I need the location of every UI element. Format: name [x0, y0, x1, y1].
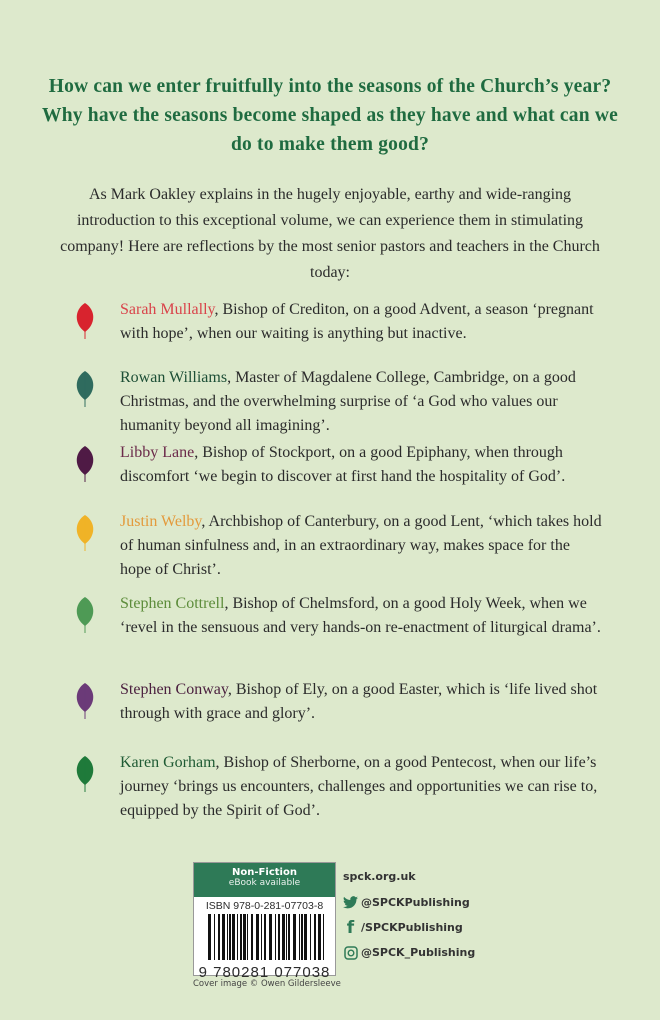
- barcode-bar: [256, 914, 259, 960]
- barcode-bar: [299, 914, 300, 960]
- contributor-name: Justin Welby: [120, 513, 202, 530]
- facebook-link[interactable]: [343, 917, 463, 938]
- ebook-label: eBook available: [228, 878, 301, 888]
- contributor-name: Rowan Williams: [120, 369, 228, 386]
- barcode-bar: [282, 914, 285, 960]
- twitter-icon: [343, 895, 358, 910]
- instagram-icon: [343, 945, 358, 960]
- contributor-description: , Bishop of Crediton, on a good Advent, a season ‘pregnant with hope’, when our waiting is anything but inactive.: [120, 301, 594, 342]
- barcode-bar: [269, 914, 272, 960]
- contributor-entry: [72, 751, 602, 823]
- contributor-entry: [72, 298, 602, 346]
- contributor-name: Karen Gorham: [120, 754, 216, 771]
- isbn-text: ISBN 978-0-281-07703-8: [205, 900, 324, 912]
- barcode-bar: [293, 914, 296, 960]
- facebook-icon: f: [346, 917, 355, 938]
- contributor-description: , Archbishop of Canterbury, on a good Lent, ‘which takes hold of human sinfulness and, in an extraordinary way, makes space for the hope of Christ’.: [120, 513, 602, 578]
- leaf-icon: [72, 443, 98, 483]
- barcode-bar: [278, 914, 280, 960]
- leaf-icon: [72, 512, 98, 552]
- barcode-bar: [261, 914, 262, 960]
- barcode-bar: [229, 914, 231, 960]
- website-text: spck.org.uk: [343, 870, 416, 883]
- twitter-handle: @SPCKPublishing: [361, 896, 470, 909]
- contributor-entry: [72, 592, 602, 640]
- barcode-bar: [288, 914, 290, 960]
- barcode: [208, 914, 326, 960]
- contributor-name: Sarah Mullally: [120, 301, 215, 318]
- barcode-bar: [243, 914, 246, 960]
- contributor-name: Libby Lane: [120, 444, 195, 461]
- leaf-icon: [72, 300, 98, 340]
- website-link[interactable]: [343, 870, 416, 883]
- facebook-handle: /SPCKPublishing: [361, 921, 463, 934]
- barcode-bar: [286, 914, 287, 960]
- barcode-bar: [222, 914, 225, 960]
- contributor-entry: [72, 510, 602, 582]
- contributor-description: , Bishop of Chelmsford, on a good Holy Week, when we ‘revel in the sensuous and very hands-on re-enactment of liturgical drama’.: [120, 595, 601, 636]
- barcode-bar: [275, 914, 276, 960]
- leaf-icon: [72, 594, 98, 634]
- back-cover-heading: How can we enter fruitfully into the seasons of the Church’s year? Why have the seasons become shaped as they have and what can we do to make them good?: [42, 76, 618, 155]
- leaf-icon: [72, 680, 98, 720]
- category-label: Non-Fiction: [232, 867, 297, 878]
- intro-paragraph: As Mark Oakley explains in the hugely enjoyable, earthy and wide-ranging introduction to this exceptional volume, we can experience them in stimulating company! Here are reflections by the most senior pastors and teachers in the Church today:: [60, 186, 600, 281]
- barcode-bar: [323, 914, 324, 960]
- barcode-bar: [240, 914, 242, 960]
- contributor-entry: [72, 366, 602, 438]
- barcode-bar: [310, 914, 311, 960]
- barcode-number: 9 780281 077038: [198, 964, 331, 981]
- barcode-bar: [318, 914, 321, 960]
- barcode-bar: [301, 914, 303, 960]
- instagram-link[interactable]: [343, 945, 475, 960]
- contributor-entry: [72, 678, 602, 726]
- barcode-bar: [237, 914, 238, 960]
- barcode-bar: [208, 914, 211, 960]
- barcode-bar: [264, 914, 266, 960]
- barcode-bar: [227, 914, 228, 960]
- contributor-description: , Bishop of Ely, on a good Easter, which is ‘life lived shot through with grace and glory’.: [120, 681, 598, 722]
- twitter-link[interactable]: [343, 895, 470, 910]
- contributor-description: , Master of Magdalene College, Cambridge, on a good Christmas, and the overwhelming surprise of ‘a God who values our humanity beyond all imagining’.: [120, 369, 576, 434]
- leaf-icon: [72, 368, 98, 408]
- category-banner: [194, 863, 335, 897]
- barcode-bar: [314, 914, 316, 960]
- barcode-bar: [232, 914, 235, 960]
- contributor-description: , Bishop of Stockport, on a good Epiphany, when through discomfort ‘we begin to discover at first hand the hospitality of God’.: [120, 444, 566, 485]
- barcode-bar: [251, 914, 253, 960]
- leaf-icon: [72, 753, 98, 793]
- barcode-bar: [247, 914, 248, 960]
- contributor-entry: [72, 441, 602, 489]
- contributor-name: Stephen Conway: [120, 681, 228, 698]
- contributor-name: Stephen Cottrell: [120, 595, 225, 612]
- barcode-bar: [218, 914, 220, 960]
- cover-credit: Cover image © Owen Gildersleeve: [193, 979, 341, 989]
- instagram-handle: @SPCK_Publishing: [361, 946, 476, 959]
- barcode-bar: [304, 914, 307, 960]
- barcode-panel: [193, 862, 336, 981]
- contributor-description: , Bishop of Sherborne, on a good Pentecost, when our life’s journey ‘brings us encounters, challenges and opportunities we can rise to, equipped by the Spirit of God’.: [120, 754, 598, 819]
- barcode-bar: [214, 914, 215, 960]
